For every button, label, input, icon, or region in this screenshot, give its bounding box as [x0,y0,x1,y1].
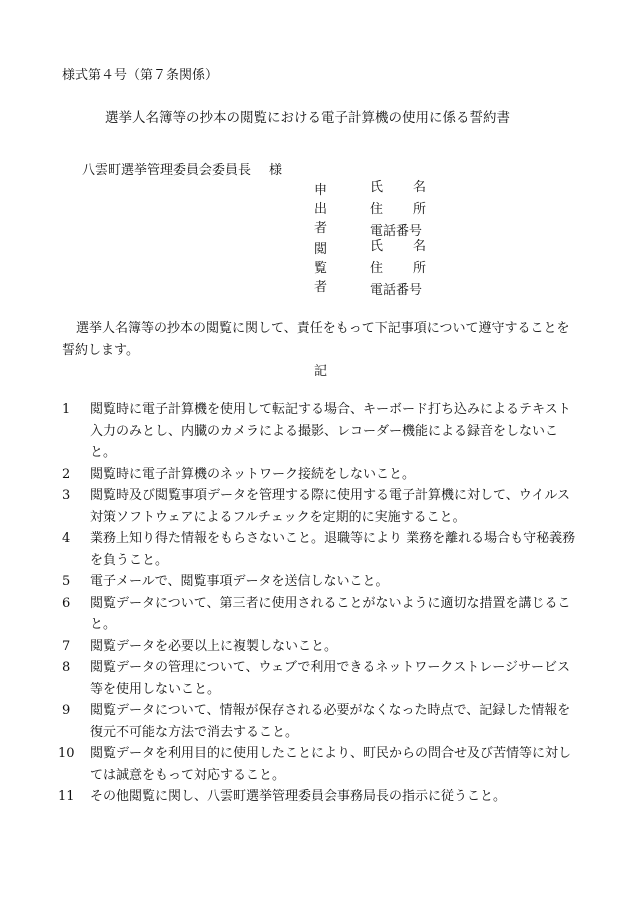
viewer-name-field [370,238,426,260]
list-item [62,571,582,593]
applicant-phone-label: 電話番号 [370,224,423,239]
list-item [62,528,582,571]
item-number: 9 [62,703,71,718]
item-text: 閲覧データを利用目的に使用したことにより、町民からの問合せ及び苦情等に対しては誠意をもって対応すること。 [90,746,572,783]
viewer-phone-label: 電話番号 [370,283,423,298]
viewer-role: 閲覧者 [314,242,328,295]
item-text: 閲覧時に電子計算機のネットワーク接続をしないこと。 [90,466,416,482]
viewer-address-field [370,260,426,282]
addressee-name: 八雲町選挙管理委員会委員長 [82,163,252,178]
item-number: 6 [62,595,71,611]
pledge-items [58,399,582,808]
item-text: 閲覧時及び閲覧事項データを管理する際に使用する電子計算機に対して、ウイルス対策ソフトウェアによるフルチェックを定期的に実施すること。 [90,488,570,525]
viewer-address-label: 住 所 [370,261,426,276]
list-item [58,743,582,786]
list-item [62,399,582,464]
applicant-address-field [370,201,426,223]
item-text: 電子メールで、閲覧事項データを送信しないこと。 [90,574,389,589]
item-number: 3 [62,488,71,503]
applicant-name-field [370,179,426,201]
item-number: 10 [58,746,75,761]
addressee-honorific: 様 [269,163,283,178]
item-number: 11 [58,789,75,804]
item-number: 4 [62,531,71,546]
item-text: 閲覧データを必要以上に複製しないこと。 [90,638,338,654]
list-item [58,786,582,808]
item-text: 閲覧時に電子計算機を使用して転記する場合、キーボード打ち込みによるテキスト入力のみとし、内臓のカメラによる撮影、レコーダー機能による録音をしないこと。 [90,402,571,460]
item-text: 閲覧データについて、情報が保存される必要がなくなった時点で、記録した情報を復元不可能な方法で消去すること。 [90,703,571,740]
intro-paragraph: 選挙人名簿等の抄本の閲覧に関して、責任をもって下記事項について遵守することを誓約します。 [62,321,570,358]
list-item [62,657,582,700]
applicant-address-label: 住 所 [370,202,426,217]
item-number: 8 [62,660,71,675]
list-item [62,464,582,486]
item-number: 7 [62,638,71,654]
viewer-name-label: 氏 名 [370,239,426,254]
list-item [62,485,582,528]
item-number: 1 [62,402,71,417]
item-text: 閲覧データについて、第三者に使用されることがないように適切な措置を講じること。 [90,595,571,632]
list-item [62,636,582,658]
form-label: 様式第４号（第７条関係） [62,68,219,83]
viewer-phone-field [370,282,426,304]
list-item [62,700,582,743]
item-number: 5 [62,574,71,589]
document-title: 選挙人名簿等の抄本の閲覧における電子計算機の使用に係る誓約書 [105,110,510,126]
item-text: 業務上知り得た情報をもらさないこと。退職等により 業務を離れる場合も守秘義務を負うこと。 [90,531,576,568]
item-text: その他閲覧に関し、八雲町選挙管理委員会事務局長の指示に従うこと。 [90,789,507,804]
item-text: 閲覧データの管理について、ウェブで利用できるネットワークストレージサービス等を使用しないこと。 [90,660,570,697]
applicant-role: 申出者 [314,183,328,236]
list-item [62,593,582,636]
item-number: 2 [62,466,71,482]
applicant-name-label: 氏 名 [370,180,426,195]
ki-heading: 記 [314,364,328,379]
addressee [82,159,282,178]
